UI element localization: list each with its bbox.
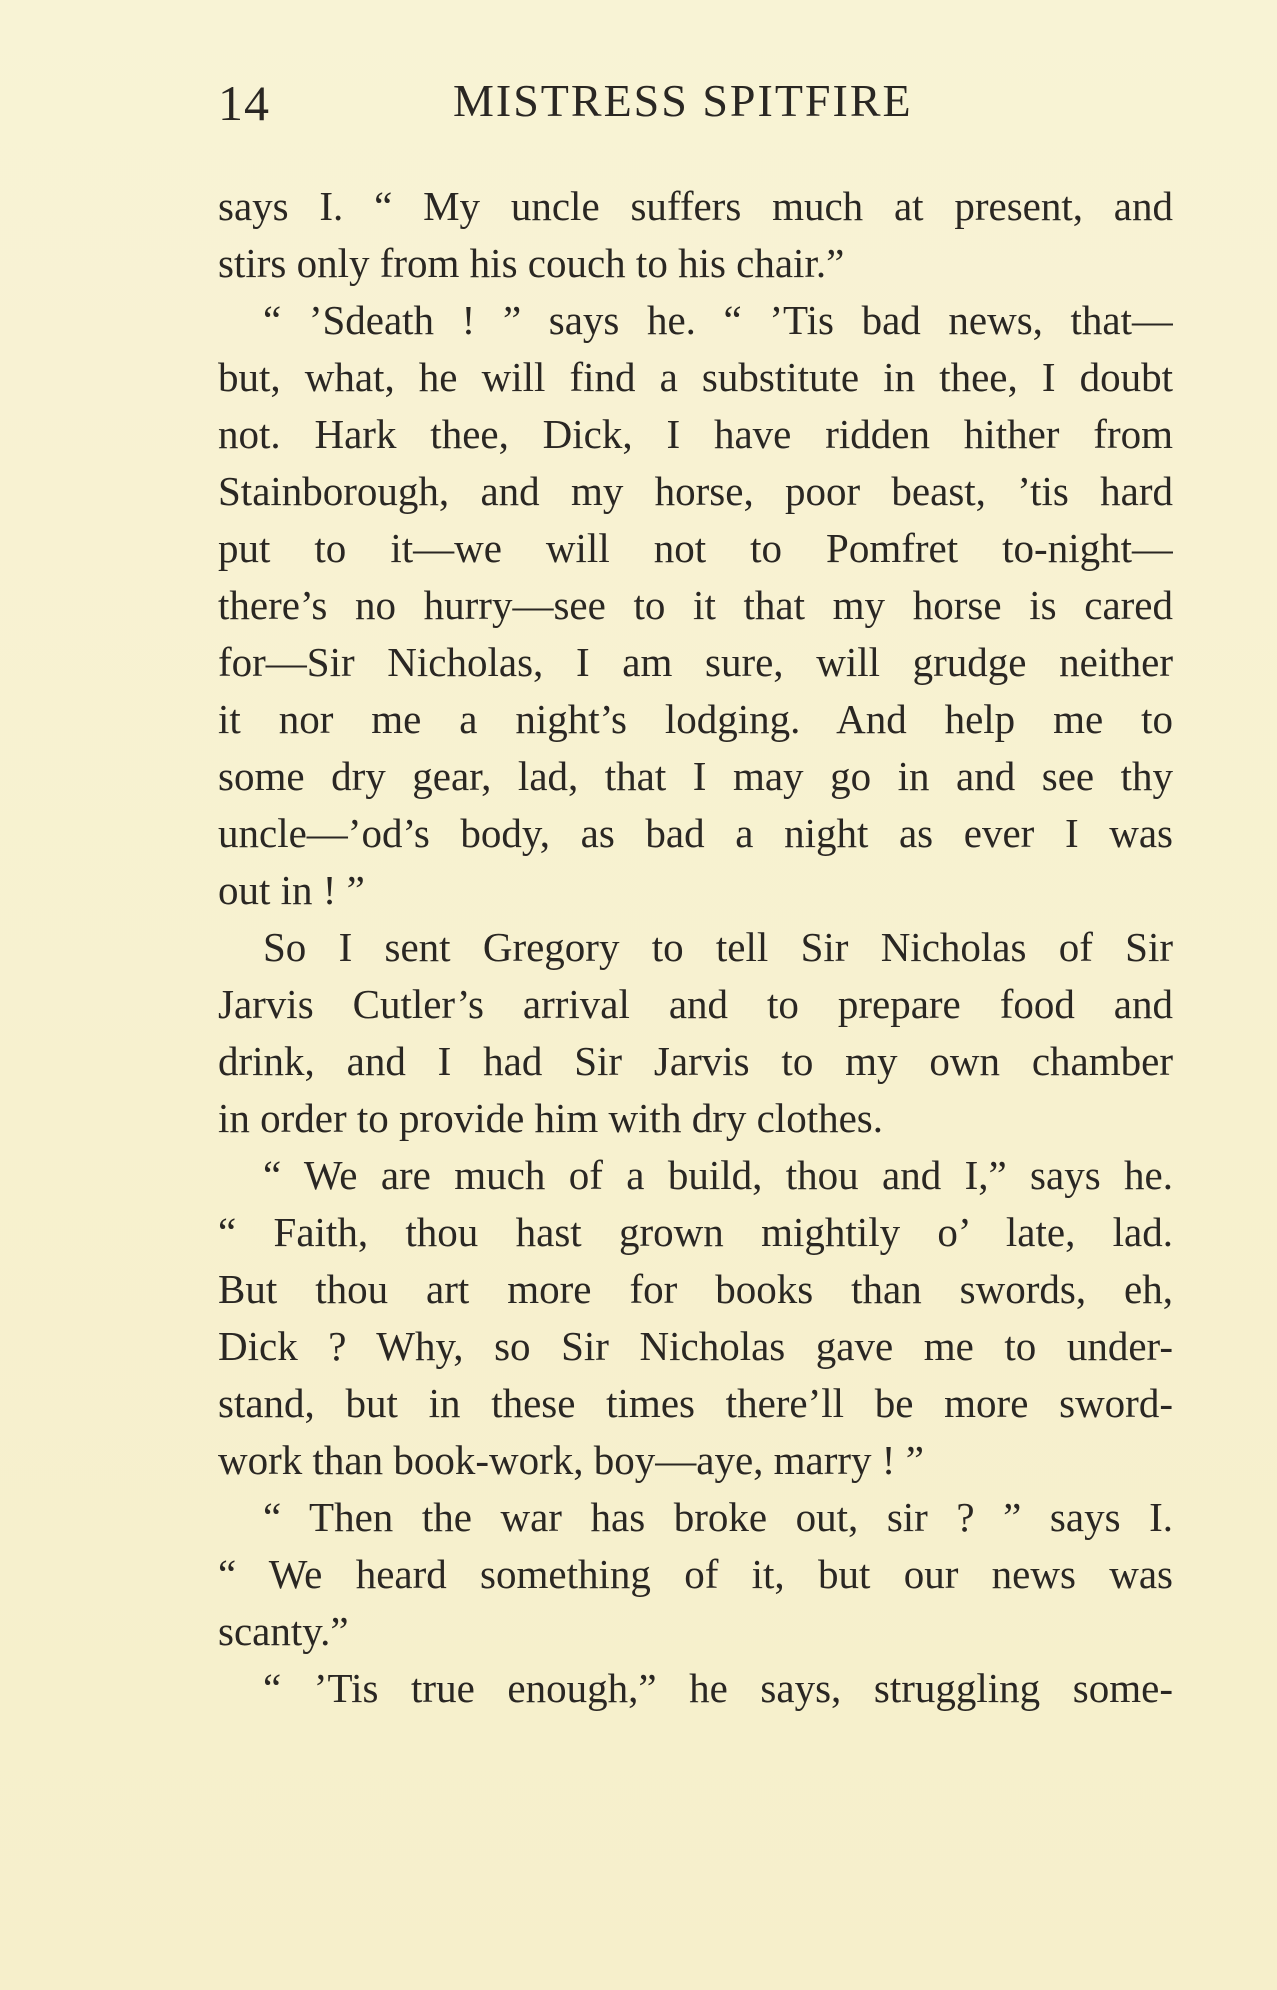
text-line-2: stirs only from his couch to his chair.” [218, 240, 845, 286]
running-title: MISTRESS SPITFIRE [453, 75, 913, 126]
text-line-3: “ ’Sdeath ! ” says he. “ ’Tis bad news, that— [263, 297, 1173, 343]
text-line-21: Dick ? Why, so Sir Nicholas gave me to under- [218, 1323, 1173, 1369]
text-line-24: “ Then the war has broke out, sir ? ” says I. [263, 1494, 1173, 1540]
text-line-15: Jarvis Cutler’s arrival and to prepare food and [218, 981, 1173, 1027]
text-line-19: “ Faith, thou hast grown mightily o’ late, lad. [218, 1209, 1173, 1255]
page-number: 14 [218, 75, 270, 131]
text-line-4: but, what, he will find a substitute in thee, I doubt [218, 354, 1173, 400]
page-body [218, 178, 1173, 1717]
text-line-25: “ We heard something of it, but our news was [218, 1551, 1173, 1597]
text-line-12: uncle—’od’s body, as bad a night as ever I was [218, 810, 1173, 856]
text-line-9: for—Sir Nicholas, I am sure, will grudge neither [218, 639, 1173, 685]
page-header [218, 75, 1173, 138]
text-line-5: not. Hark thee, Dick, I have ridden hither from [218, 411, 1173, 457]
text-line-27: “ ’Tis true enough,” he says, struggling some- [263, 1665, 1173, 1711]
text-line-26: scanty.” [218, 1608, 349, 1654]
text-line-22: stand, but in these times there’ll be more sword- [218, 1380, 1173, 1426]
text-line-8: there’s no hurry—see to it that my horse is cared [218, 582, 1173, 628]
text-line-11: some dry gear, lad, that I may go in and see thy [218, 753, 1173, 799]
text-line-10: it nor me a night’s lodging. And help me to [218, 696, 1173, 742]
text-line-20: But thou art more for books than swords, eh, [218, 1266, 1173, 1312]
text-line-23: work than book-work, boy—aye, marry ! ” [218, 1437, 924, 1483]
text-line-16: drink, and I had Sir Jarvis to my own chamber [218, 1038, 1173, 1084]
text-line-7: put to it—we will not to Pomfret to-night— [218, 525, 1173, 571]
text-line-1: says I. “ My uncle suffers much at present, and [218, 183, 1173, 229]
text-line-18: “ We are much of a build, thou and I,” says he. [263, 1152, 1173, 1198]
text-line-17: in order to provide him with dry clothes. [218, 1095, 883, 1141]
text-line-13: out in ! ” [218, 867, 365, 913]
text-line-6: Stainborough, and my horse, poor beast, ’tis hard [218, 468, 1173, 514]
text-line-14: So I sent Gregory to tell Sir Nicholas of Sir [263, 924, 1173, 970]
